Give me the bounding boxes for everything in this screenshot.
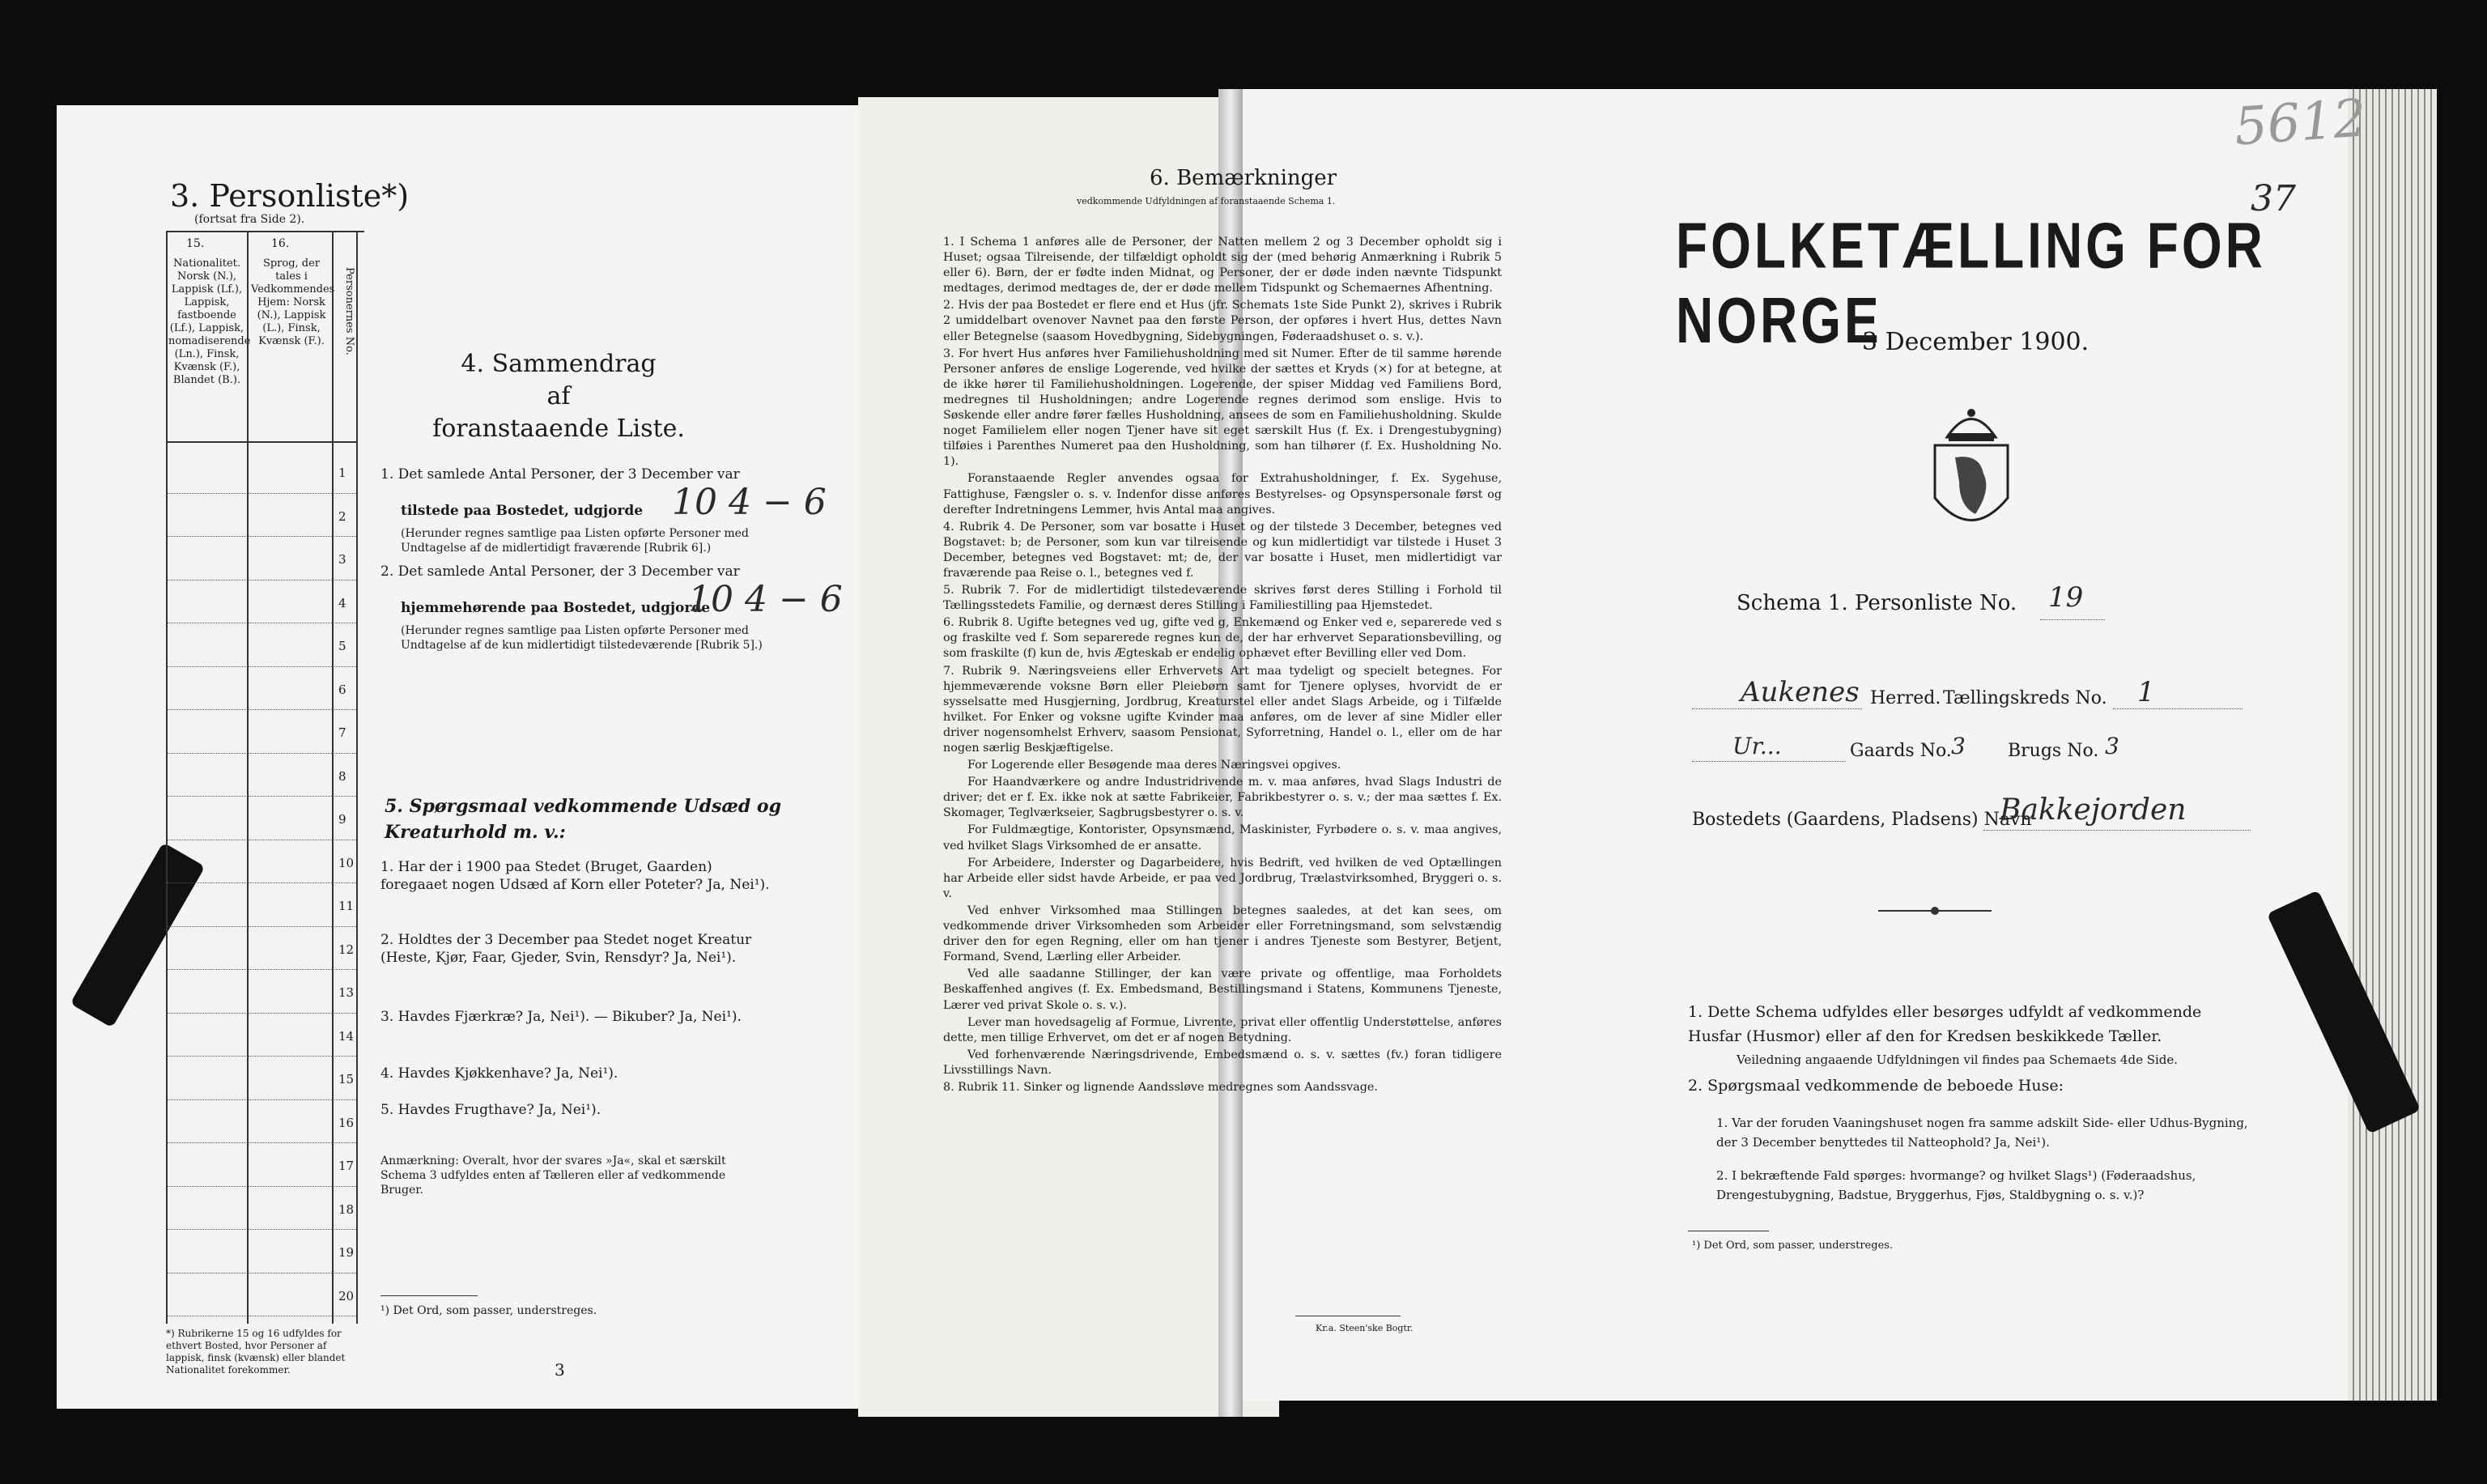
- bemerkning-paragraph: 5. Rubrik 7. For de midlertidigt tilstedeværende skrives først deres Stilling i Forhold til Tællingsstedets Familie, og dernæst deres Stilling i Familiestilling paa Hjemstedet.: [943, 584, 1502, 613]
- person-row-number: 6: [338, 682, 346, 697]
- sammendrag-line3: foranstaaende Liste.: [432, 415, 685, 443]
- sporgsmaal-q1: 1. Har der i 1900 paa Stedet (Bruget, Gaarden) foregaaet nogen Udsæd af Korn eller Poteter? Ja, Nei¹).: [380, 859, 770, 893]
- bemerkning-paragraph: Ved forhenværende Næringsdrivende, Embedsmænd o. s. v. sættes (fv.) foran tidligere Livsstillings Navn.: [943, 1048, 1502, 1077]
- sammendrag-item2-note: (Herunder regnes samtlige paa Listen opførte Personer med Undtagelse af de kun midlertidigt tilstedeværende [Rubrik 5].): [401, 624, 763, 652]
- instruction-1: 1. Dette Schema udfyldes eller besørges udfyldt af vedkommende Husfar (Husmor) eller af den for Kredsen beskikkede Tæller.: [1688, 1003, 2202, 1045]
- col16-header: Sprog, der tales i Vedkommendes Hjem: Norsk (N.), Lappisk (L.), Finsk, Kvænsk (F.).: [251, 257, 335, 347]
- bosted-value: Bakkejorden: [2000, 793, 2187, 827]
- person-row-line: [166, 1056, 356, 1057]
- person-row-line: [166, 969, 356, 970]
- form-title: FOLKETÆLLING FOR NORGE: [1676, 208, 2266, 357]
- person-row-number: 14: [338, 1028, 355, 1044]
- sammendrag-item1-note: (Herunder regnes samtlige paa Listen opførte Personer med Undtagelse af de midlertidigt fraværende [Rubrik 6].): [401, 527, 749, 555]
- bemerkning-paragraph: For Arbeidere, Inderster og Dagarbeidere, hvis Bedrift, ved hvilken de ved Optællingen har Arbeide eller sidst havde Arbeide, er paa ved Jordbrug, Trælastvirksomhed, Bryggeri o. s. v.: [943, 856, 1502, 900]
- person-row-line: [166, 882, 356, 883]
- bemerkning-paragraph: 6. Rubrik 8. Ugifte betegnes ved ug, gifte ved g, Enkemænd og Enker ved e, separerede ved s og fraskilte ved f. Som separerede regnes kun de, der har erhvervet Separationsbevilling, og som fraskilte (f) kun de, hvis Ægteskab er endelig ophævet efter Bevilling eller ved Dom.: [943, 616, 1502, 661]
- sammendrag-num: 4.: [461, 350, 485, 378]
- census-date: 3 December 1900.: [1862, 328, 2090, 356]
- person-row-line: [166, 1099, 356, 1100]
- sammendrag-item2-value: 10 4 − 6: [688, 579, 843, 620]
- kreds-value: 1: [2137, 676, 2155, 708]
- personliste-title: 3. Personliste*): [170, 178, 410, 214]
- sammendrag-item1: 1. Det samlede Antal Personer, der 3 December var: [380, 466, 740, 483]
- person-row-line: [166, 1186, 356, 1187]
- printer-credit: Kr.a. Steen'ske Bogtr.: [1316, 1323, 1414, 1333]
- sporgsmaal-q5: 5. Havdes Frugthave? Ja, Nei¹).: [380, 1102, 602, 1118]
- person-row-number: 2: [338, 508, 346, 524]
- brugs-value: 3: [2105, 733, 2119, 759]
- person-row-line: [166, 796, 356, 797]
- instruction-2: 2. Spørgsmaal vedkommende de beboede Huse:: [1688, 1077, 2064, 1095]
- person-row-number: 15: [338, 1072, 355, 1086]
- herred-value: Aukenes: [1741, 676, 1860, 708]
- sammendrag-line2: af: [546, 382, 571, 410]
- bemerkning-paragraph: 2. Hvis der paa Bostedet er flere end et Hus (jfr. Schemats 1ste Side Punkt 2), skrives i Rubrik 2 umiddelbart ovenover Navnet paa den første Person, der opføres i hvert Hus, dettes Navn eller Betegnelse (saasom Hovedbygning, Sidebygningen, Føderaadshuset o. s. v.).: [943, 299, 1502, 343]
- person-row-number: 9: [338, 812, 346, 827]
- bemerkning-paragraph: 8. Rubrik 11. Sinker og lignende Aandssløve medregnes som Aandssvage.: [943, 1080, 1378, 1094]
- brugs-label: Brugs No.: [2008, 741, 2099, 761]
- sporgsmaal-title: 5. Spørgsmaal vedkommende Udsæd og Kreaturhold m. v.:: [385, 796, 781, 843]
- herred-label: Herred.: [1870, 688, 1941, 708]
- col15-header: Nationalitet. Norsk (N.), Lappisk (Lf.), Lappisk, fastboende (Lf.), Lappisk, nomadiserende (Ln.), Finsk, Kvænsk (F.), Blandet (B.).: [168, 257, 251, 386]
- sammendrag-line1: Sammendrag: [491, 350, 657, 378]
- person-row-number: 12: [338, 942, 355, 957]
- person-row-number: 16: [338, 1115, 355, 1130]
- right-footnote: ¹) Det Ord, som passer, understreges.: [1692, 1240, 1894, 1252]
- bemerkning-paragraph: Ved alle saadanne Stillinger, der kan være private og offentlige, maa Forholdets Beskaffenhed angives (f. Ex. Embedsmand, Bestillingsmand i Statens, Kommunens Tjeneste, Lærer ved privat Skole o. s. v.).: [943, 967, 1502, 1012]
- person-row-line: [166, 1013, 356, 1014]
- bemerkning-paragraph: Lever man hovedsagelig af Formue, Livrente, privat eller offentlig Understøttelse, anføres dette, men tillige Erhvervet, om det er af nogen Betydning.: [943, 1015, 1502, 1044]
- sammendrag-item1-value: 10 4 − 6: [672, 482, 827, 523]
- person-row-line: [166, 1229, 356, 1230]
- col-no-header: Personernes No.: [343, 267, 355, 355]
- bemerkning-paragraph: 7. Rubrik 9. Næringsveiens eller Erhvervets Art maa tydeligt og specielt betegnes. For hjemmeværende voksne Børn eller Pleiebørn samt for Tjenere oplyses, hvorvidt de er sysselsatte med Husgjerning, Jordbrug, Kreaturstel eller andet Slags Arbeide, og i Tilfælde hvilket. For Enker og voksne ugifte Kvinder maa anføres, om de lever af sine Midler eller driver nogensomhelst Erhverv, saasom Pensionat, Syforretning, Handel o. l., eller om de har nogen særlig Beskjæftigelse.: [943, 664, 1502, 755]
- person-row-number: 19: [338, 1245, 355, 1260]
- bemerkning-paragraph: For Haandværkere og andre Industridrivende m. v. maa anføres, hvad Slags Industri de driver; det er f. Ex. ikke nok at sætte Fabrikeier, Fabrikbestyrer o. s. v.; der maa sættes f. Ex. Skomager, Teglværkseier, Sagbrugsbestyrer o. s. v.: [943, 776, 1502, 820]
- person-row-number: 3: [338, 552, 346, 567]
- bemerkning-paragraph: For Logerende eller Besøgende maa deres Næringsvei opgives.: [967, 759, 1341, 772]
- bemerkninger-subtitle: vedkommende Udfyldningen af foranstaaende Schema 1.: [1077, 196, 1336, 206]
- sporgsmaal-q4: 4. Havdes Kjøkkenhave? Ja, Nei¹).: [380, 1065, 619, 1082]
- kreds-label: Tællingskreds No.: [1943, 688, 2107, 708]
- person-row-number: 7: [338, 725, 346, 740]
- sammendrag-item2: 2. Det samlede Antal Personer, der 3 December var: [380, 563, 740, 580]
- bemerkning-paragraph: 4. Rubrik 4. De Personer, som var bosatte i Huset og der tilstede 3 December, betegnes ved Bogstavet: b; de Personer, som kun var tilreisende og kun midlertidigt var tilstede i Huset 3 December, betegnes ved Bogstavet: mt; de, der var bosatte i Huset, men midlertidigt var fraværende paa Reise o. l., betegnes ved f.: [943, 520, 1502, 580]
- gaard-name-value: Ur...: [1732, 733, 1782, 759]
- left-page-number: 3: [555, 1360, 565, 1380]
- person-row-line: [166, 709, 356, 710]
- person-row-line: [166, 493, 356, 494]
- gaard-label: Gaards No.: [1850, 741, 1952, 761]
- person-row-line: [166, 1142, 356, 1143]
- person-row-number: 17: [338, 1159, 355, 1173]
- sammendrag-item2b: hjemmehørende paa Bostedet, udgjorde: [401, 600, 711, 616]
- bemerkning-paragraph: Ved enhver Virksomhed maa Stillingen betegnes saaledes, at det kan sees, om vedkommende driver Virksomheden som Arbeider eller Forretningsmand, som selvstændig driver den for egen Regning, eller om han tjener i andres Tjeneste som Bestyrer, Betjent, Formand, Svend, Lærling eller Arbeider.: [943, 904, 1502, 964]
- col15-number: 15.: [186, 237, 205, 250]
- person-row-number: 8: [338, 768, 346, 784]
- sporgsmaal-q2: 2. Holdtes der 3 December paa Stedet noget Kreatur (Heste, Kjør, Faar, Gjeder, Svin, Rensdyr? Ja, Nei¹).: [380, 932, 752, 966]
- sammendrag-item1b: tilstede paa Bostedet, udgjorde: [401, 503, 644, 519]
- person-row-line: [166, 926, 356, 927]
- bosted-label: Bostedets (Gaardens, Pladsens) Navn: [1692, 810, 2032, 830]
- instruction-2-q1: 1. Var der foruden Vaaningshuset nogen fra samme adskilt Side- eller Udhus-Bygning, der 3 December benyttedes til Natteophold? Ja, Nei¹).: [1716, 1116, 2248, 1150]
- bemerkning-paragraph: Foranstaaende Regler anvendes ogsaa for Extrahusholdninger, f. Ex. Sygehuse, Fattighuse, Fængsler o. s. v. Indenfor disse anføres Bestyrelses- og Opsynspersonale først og derefter Indretningens Lemmer, hvis Antal maa angives.: [943, 472, 1502, 517]
- archive-stamp-number: 5612: [2232, 88, 2369, 158]
- personliste-footnote: *) Rubrikerne 15 og 16 udfyldes for ethvert Bosted, hvor Personer af lappisk, finsk (kvænsk) eller blandet Nationalitet forekommer.: [166, 1328, 346, 1376]
- person-row-line: [166, 753, 356, 754]
- person-row-number: 13: [338, 985, 355, 1000]
- person-row-number: 18: [338, 1201, 355, 1217]
- instruction-1-note: Veiledning angaaende Udfyldningen vil findes paa Schemaets 4de Side.: [1737, 1052, 2179, 1067]
- gaard-value: 3: [1951, 733, 1966, 759]
- bemerkninger-title: 6. Bemærkninger: [1150, 166, 1337, 190]
- sammendrag-title: [429, 348, 688, 445]
- sporgsmaal-q3: 3. Havdes Fjærkræ? Ja, Nei¹). — Bikuber? Ja, Nei¹).: [380, 1009, 742, 1025]
- left-footnote: ¹) Det Ord, som passer, understreges.: [380, 1304, 597, 1317]
- person-row-line: [166, 536, 356, 537]
- ornament-divider-icon: [1878, 903, 1992, 919]
- coat-of-arms-icon: [1923, 401, 2020, 542]
- bemerkning-paragraph: 3. For hvert Hus anføres hver Familiehusholdning med sit Numer. Efter de til samme hørende Personer anføres de enslige Logerende, ved hvilke der sættes et Kryds (×) for at betegne, at de ikke hører til Familiehusholdningen. Logerende, der spiser Middag ved Familiens Bord, medregnes til Husholdningen; andre Logerende regnes derimod som enslige. Hvis to Søskende eller andre fører fælles Husholdning, ansees de som en Familiehusholdning. Skulde noget Familielem eller nogen Tjener have sit eget særskilt Hus (f. Ex. i Drengestubygning) tilføies i Parenthes Numeret paa den Husholdning, som han tilhører (f. Ex. Husholdning No. 1).: [943, 347, 1502, 469]
- bemerkning-paragraph: 1. I Schema 1 anføres alle de Personer, der Natten mellem 2 og 3 December opholdt sig i Huset; ogsaa Tilreisende, der tilfældigt opholdt sig der (med behørig Anmærkning i Rubrik 5 eller 6). Børn, der er fødte inden Midnat, og Personer, der er døde inden nævnte Tidspunkt medtages, derimod medtages de, der er døde mellem Tidspunkt og Schemaernes Afhentning.: [943, 236, 1502, 296]
- person-row-number: 11: [338, 899, 355, 913]
- person-row-number: 5: [338, 639, 346, 653]
- person-row-number: 20: [338, 1288, 355, 1303]
- schema-label: Schema 1. Personliste No.: [1737, 591, 2017, 615]
- bemerkninger-body: [943, 235, 1502, 1097]
- anmerkning: Anmærkning: Overalt, hvor der svares »Ja«, skal et særskilt Schema 3 udfyldes enten af Tælleren eller af vedkommende Bruger.: [380, 1154, 726, 1197]
- bemerkning-paragraph: For Fuldmægtige, Kontorister, Opsynsmænd, Maskinister, Fyrbødere o. s. v. maa angives, ved hvilket Slags Virksomhed de er ansatte.: [943, 823, 1502, 853]
- person-row-line: [166, 666, 356, 667]
- person-row-number: 1: [338, 466, 346, 480]
- person-row-line: [166, 1273, 356, 1274]
- person-row-number: 10: [338, 855, 355, 870]
- instruction-2-q2: 2. I bekræftende Fald spørges: hvormange? og hvilket Slags¹) (Føderaadshus, Drengestubygning, Badstue, Bryggerhus, Fjøs, Staldbygning o. s. v.)?: [1716, 1168, 2196, 1202]
- page-number-37: 37: [2251, 178, 2296, 219]
- person-row-number: 4: [338, 595, 346, 610]
- schema-value: 19: [2048, 581, 2084, 614]
- col16-number: 16.: [271, 237, 290, 250]
- personliste-subtitle: (fortsat fra Side 2).: [194, 213, 305, 226]
